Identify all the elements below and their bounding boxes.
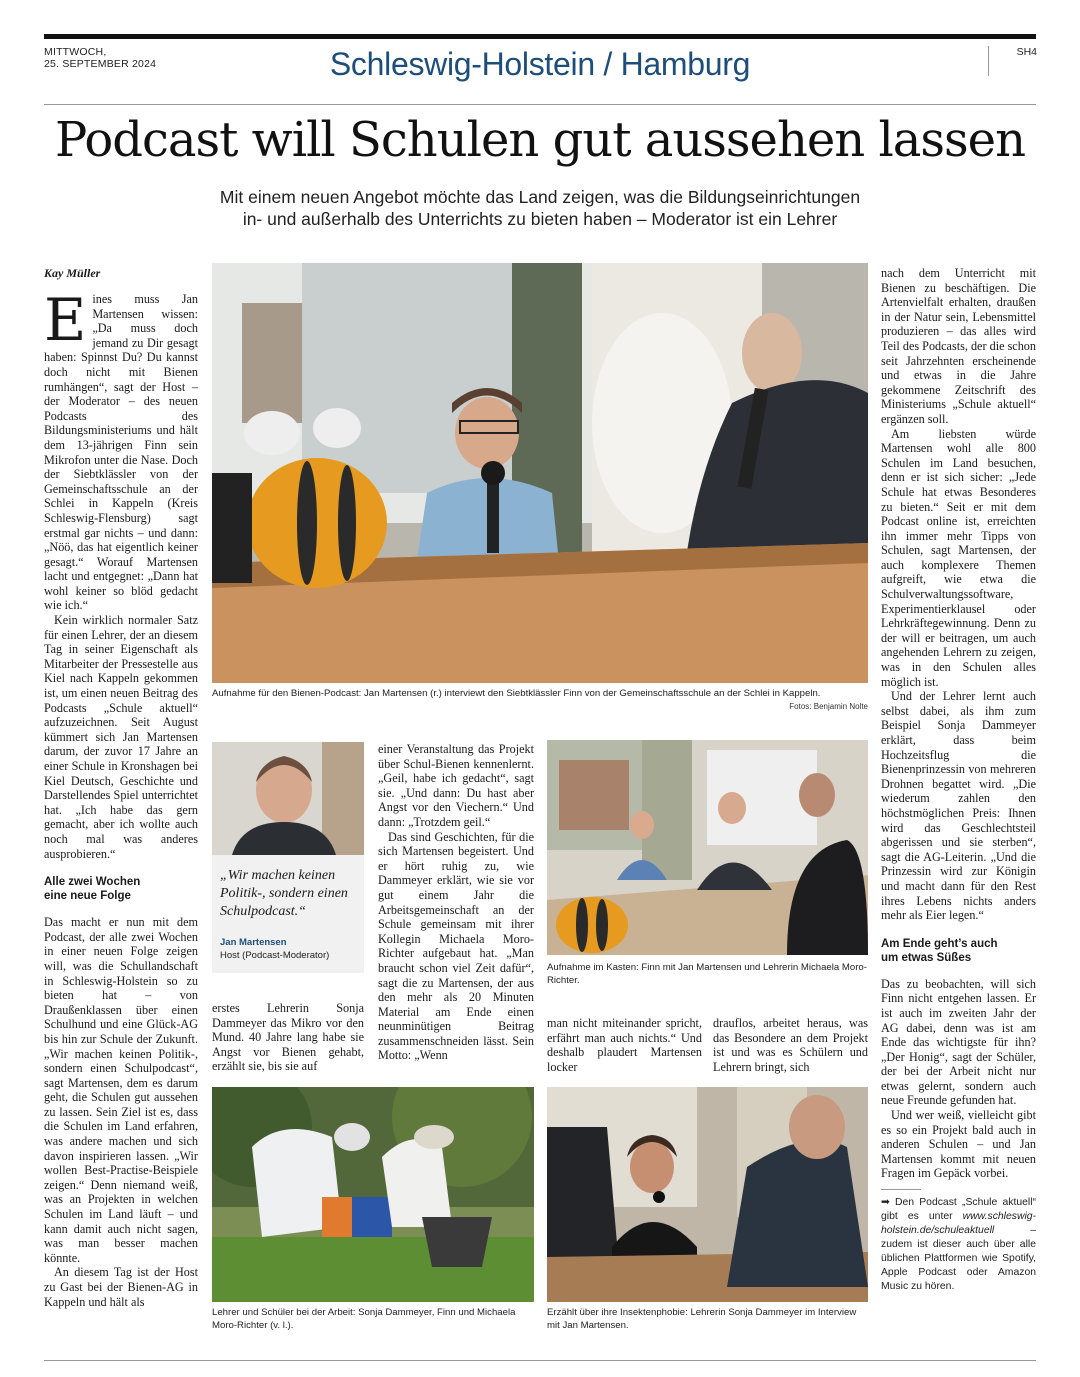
paragraph: Und der Lehrer lernt auch selbst dabei, als ihm zum Beispiel Sonja Dammeyer erklärt, dass beim Hochzeitsflug die Bienenprinzessin von mehreren Drohnen begattet wird. „Die wiederum zahlen den höchstmöglichen Preis: Ihnen wird das Geschlechtsteil abgerissen und sie sterben“, sagt die AG-Leiterin. „Und die Prinzessin wird zur Königin und macht dann für den Rest ihres Lebens nichts anders mehr als Eier legen.“ bbox=[881, 689, 1036, 923]
masthead-rule bbox=[44, 104, 1036, 105]
subhead-line: Mit einem neuen Angebot möchte das Land zeigen, was die Bildungseinrichtungen bbox=[219, 187, 861, 207]
paragraph-text: ines muss Jan Martensen wissen: „Da muss doch jemand zu Dir gesagt haben: Spinnst Du? Du kannst doch nicht mit Bienen rumhängen“, sagt der Host – der Moderator – des neuen Podcasts des Bildungsministeriums und hält dem 13-jährigen Finn sein Mikrofon unter die Nase. Doch der Siebtklässler von der Gemeinschaftsschule an der Schlei in Kappeln (Kreis Schleswig-Flensburg) sagt erstmal gar nichts – und dann: „Nöö, das hat eigentlich keiner gesagt.“ Worauf Martensen lacht und entgegnet: „Dann hat wohl keiner so blöd gedacht wie ich.“ bbox=[44, 292, 198, 613]
paragraph: man nicht miteinander spricht, erfährt man auch nichts.“ Und deshalb plaudert Martensen locker bbox=[547, 1016, 702, 1074]
group-photo bbox=[547, 740, 868, 955]
paragraph: Und wer weiß, vielleicht gibt es so ein Projekt bald auch in anderen Schulen – und Jan Martensen kommt mit neuen Fragen im Gepäck vorbei. bbox=[881, 1108, 1036, 1181]
page-number: SH4 bbox=[988, 46, 1037, 76]
date: 25. SEPTEMBER 2024 bbox=[44, 58, 157, 70]
column-5 bbox=[713, 1016, 868, 1074]
drop-cap: E bbox=[44, 286, 87, 354]
subhead-line: in- und außerhalb des Unterrichts zu bieten haben – Moderator ist ein Lehrer bbox=[242, 209, 838, 229]
teacher-caption: Erzählt über ihre Insektenphobie: Lehrerin Sonja Dammeyer im Interview mit Jan Martensen. bbox=[547, 1307, 857, 1331]
subheading-line: Alle zwei Wochen bbox=[44, 876, 141, 889]
beekeepers-caption: Lehrer und Schüler bei der Arbeit: Sonja Dammeyer, Finn und Michaela Moro-Richter (v. l.). bbox=[212, 1307, 516, 1331]
portrait-photo bbox=[212, 742, 364, 855]
bottom-rule bbox=[44, 1360, 1036, 1361]
photo-credit: Fotos: Benjamin Nolte bbox=[789, 702, 868, 711]
subheading-line: Am Ende geht’s auch bbox=[881, 937, 998, 950]
group-photo-image bbox=[547, 740, 868, 955]
subheading-line: eine neue Folge bbox=[44, 890, 131, 903]
paragraph: einer Veranstaltung das Projekt über Schul-Bienen kennenlernt. „Geil, habe ich gedacht“, sagt sie. „Und dann: Du hast aber Angst vor den Viechern.“ Und dann: „Trotzdem geil.“ bbox=[378, 742, 534, 829]
portrait-photo-image bbox=[212, 742, 364, 855]
paragraph: Das zu beobachten, will sich Finn nicht entgehen lassen. Er ist auch im zweiten Jahr der AG dabei, denn was ist am Ende das wichtigste für ihn? „Der Honig“, sagt der Schüler, der bei der Arbeit nicht nur etwas gelernt, sondern auch neue Freunde gefunden hat. bbox=[881, 976, 1036, 1108]
top-rule bbox=[44, 34, 1036, 39]
beekeepers-photo bbox=[212, 1087, 534, 1302]
paragraph bbox=[44, 286, 198, 613]
column-4 bbox=[547, 1016, 702, 1074]
main-photo bbox=[212, 263, 868, 683]
paragraph: drauflos, arbeitet heraus, was das Besondere an dem Projekt ist und was es Schülern und Lehrern bringt, sich bbox=[713, 1016, 868, 1074]
quote-role: Host (Podcast-Moderator) bbox=[220, 950, 330, 961]
arrow-icon: ➡ bbox=[881, 1197, 890, 1209]
podcast-note bbox=[881, 1196, 1036, 1294]
paragraph: Kein wirklich normaler Satz für einen Lehrer, der an diesem Tag in seiner Eigenschaft als Mitarbeiter der Pressestelle aus Kiel nach Kappeln gekommen ist, um einen neuen Beitrag des Podcasts „Schule aktuell“ aufzuzeichnen. Seit August kümmert sich Jan Martensen darum, der zuvor 17 Jahre an einer Schule in Kronshagen bei Kiel Deutsch, Geschichte und Darstellendes Spiel unterrichtet hat. „Ich habe das gern gemacht, aber ich wollte auch noch mal was anderes ausprobieren.“ bbox=[44, 613, 198, 861]
pull-quote: „Wir machen keinen Politik-, sondern einen Schulpodcast.“ bbox=[220, 868, 348, 919]
subheading bbox=[44, 875, 198, 903]
paragraph: Das macht er nun mit dem Podcast, der alle zwei Wochen in einer neuen Folge zeigen will, was die Schullandschaft in Schleswig-Holstein so zu bieten hat – von Draußenklassen über einen Schulhund und eine Glück-AG bis hin zur Schule der Zukunft. „Wir machen keinen Politik-, sondern einen Schulpodcast“, sagt Martensen, dem es darum geht, die Schulen gut aussehen zu lassen. Sein Ziel ist es, dass die Schulen im Land erfahren, was andere machen und sich davon inspirieren lassen. „Wir wollen Best-Practise-Beispiele zeigen.“ Denn niemand weiß, was an Projekten in welchen Schulen im Land läuft – und kann damit auch nicht sagen, was man besser machen könnte. bbox=[44, 915, 198, 1265]
subheading bbox=[881, 937, 1036, 965]
podcast-link[interactable]: www.schleswig-holstein.de/schuleaktuell bbox=[881, 1211, 1036, 1237]
weekday: MITTWOCH, bbox=[44, 46, 107, 58]
main-photo-caption: Aufnahme für den Bienen-Podcast: Jan Martensen (r.) interviewt den Siebtklässler Finn von der Gemeinschaftsschule an der Schlei in Kappeln. bbox=[212, 688, 821, 699]
beekeepers-photo-image bbox=[212, 1087, 534, 1302]
paragraph: An diesem Tag ist der Host zu Gast bei der Bienen-AG in Kappeln und hält als bbox=[44, 1265, 198, 1309]
paragraph: Das sind Geschichten, für die sich Martensen begeistert. Und er hört ruhig zu, wie Dammeyer erklärt, wie sie vor gut einem Jahr die Arbeitsgemeinschaft an der Schule gemeinsam mit ihrer Kollegin Michaela Moro-Richter aufgebaut hat. „Man braucht schon viel Zeit dafür“, sagt die zu Martensen, der aus den mehr als 20 Minuten Material am Ende einen neunminütigen Beitrag zusammenschneiden lässt. Sein Motto: „Wenn bbox=[378, 829, 534, 1063]
author: Kay Müller bbox=[44, 266, 101, 280]
column-2 bbox=[212, 1001, 364, 1074]
pull-quote-box bbox=[212, 855, 364, 973]
main-photo-image bbox=[212, 263, 868, 683]
teacher-photo bbox=[547, 1087, 868, 1302]
paragraph: nach dem Unterricht mit Bienen zu beschäftigen. Die Artenvielfalt erhalten, draußen in der Natur sein, Lebensmittel produzieren – das alles wird Teil des Podcasts, der die schon seit Jahrzehnten erscheinende und etwas in die Jahre gekommene Zeitschrift des Ministeriums „Schule aktuell“ ergänzen soll. bbox=[881, 266, 1036, 426]
note-text: Den Podcast „Schule aktuell“ gibt es unter bbox=[881, 1197, 1036, 1223]
paragraph: Am liebsten würde Martensen wohl alle 800 Schulen im Land besuchen, denn er ist sich sicher: „Jede Schule hat etwas Besonderes zu bieten.“ Seit er mit dem Podcast online ist, erreichten ihn immer mehr Tipps von Schulen, sagt Martensen, der auch komplexere Themen aufgreift, wie etwa die Schulverwaltungssoftware, Experimentierklausel oder Lehrkräftegewinnung. Denn zu der will er beitragen, um auch angehenden Lehrern zu zeigen, was in den Schulen alles möglich ist. bbox=[881, 426, 1036, 689]
group-photo-caption: Aufnahme im Kasten: Finn mit Jan Martensen und Lehrerin Michaela Moro-Richter. bbox=[547, 962, 867, 986]
section-title: Schleswig-Holstein / Hamburg bbox=[329, 46, 751, 82]
quote-name: Jan Martensen bbox=[220, 937, 287, 948]
subheading-line: um etwas Süßes bbox=[881, 951, 972, 964]
paragraph: erstes Lehrerin Sonja Dammeyer das Mikro vor den Mund. 40 Jahre lang habe sie Angst vor Bienen gehabt, erzählt sie, bis sie auf bbox=[212, 1001, 364, 1074]
teacher-photo-image bbox=[547, 1087, 868, 1302]
column-1 bbox=[44, 286, 198, 1309]
column-6 bbox=[881, 266, 1036, 1294]
headline: Podcast will Schulen gut aussehen lassen bbox=[54, 112, 1025, 168]
subheadline bbox=[150, 186, 930, 230]
note-rule bbox=[881, 1189, 921, 1190]
note-text: – zudem ist dieser auch über alle üblichen Plattformen wie Spotify, Apple Podcast oder Amazon Music zu hören. bbox=[881, 1225, 1036, 1293]
column-3 bbox=[378, 742, 534, 1063]
